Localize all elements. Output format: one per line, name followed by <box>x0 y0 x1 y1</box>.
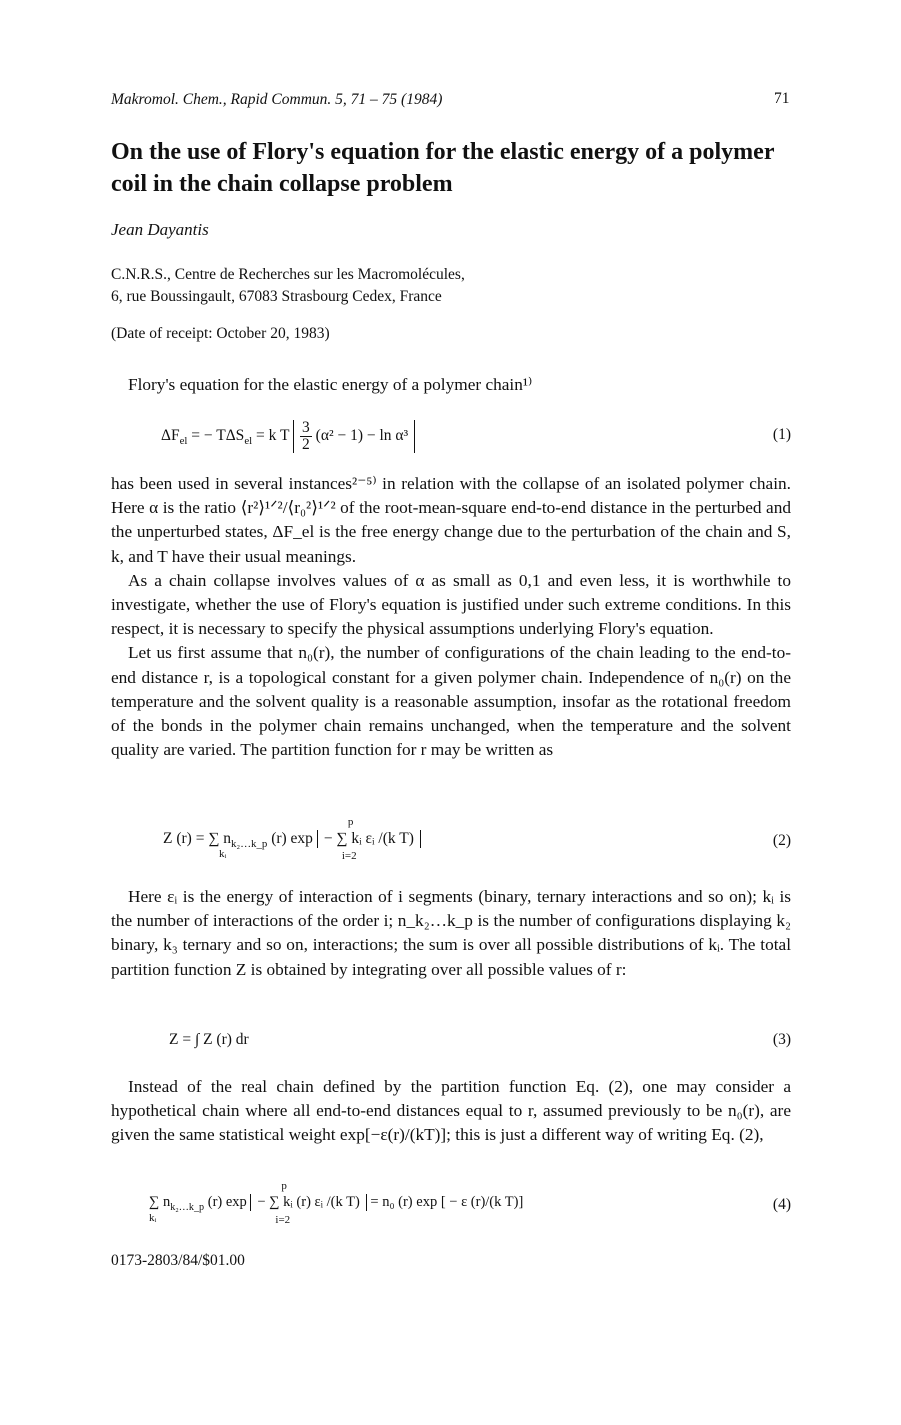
eq4-sum-top: p <box>281 1180 287 1193</box>
paragraph-3-text: As a chain collapse involves values of α as small as 0,1 and even less, it is worthwhile to investigate, whether the use of Flory's equation is justified under such extreme conditions. In this respect, it is necessary to specify the physical assumptions underlying Flory's equation. <box>111 570 791 639</box>
footer-code: 0173-2803/84/$01.00 <box>111 1252 245 1269</box>
equation-3 <box>111 1028 791 1056</box>
eq1-bracket-body: (α² − 1) − ln α³ <box>315 427 409 445</box>
affiliation-line-2: 6, rue Boussingault, 67083 Strasbourg Cedex, France <box>111 288 442 305</box>
eq2-index: kᵢ <box>219 848 227 860</box>
running-head: Makromol. Chem., Rapid Commun. 5, 71 – 75 (1984) <box>111 91 443 108</box>
eq1-frac-den: 2 <box>302 436 310 453</box>
eq2-bracket-body: − ∑ kᵢ εᵢ /(k T) <box>323 830 414 848</box>
eq4-after: (r) exp <box>207 1194 247 1210</box>
equation-3-number: (3) <box>772 1031 791 1048</box>
eq1-fraction <box>300 420 312 453</box>
eq1-rhs-pre: = k T <box>252 427 290 445</box>
receipt-date: (Date of receipt: October 20, 1983) <box>111 325 330 342</box>
eq2-bracket <box>317 816 421 863</box>
eq4-index: kᵢ <box>149 1212 157 1224</box>
equation-4-body <box>149 1180 524 1227</box>
eq2-after: (r) exp <box>271 830 313 847</box>
author-name: Jean Dayantis <box>111 220 209 239</box>
paragraph-6 <box>111 1075 791 1148</box>
eq4-bracket <box>250 1180 366 1227</box>
equation-2-body <box>163 816 421 863</box>
eq2-sub: k₂…k_p <box>231 838 268 851</box>
eq4-bracket-body: − ∑ kᵢ (r) εᵢ /(k T) <box>257 1194 360 1211</box>
eq4-sum-bottom: i=2 <box>275 1214 291 1227</box>
eq1-mid-sub: el <box>244 435 253 448</box>
paragraph-5-text: Here εᵢ is the energy of interaction of i segments (binary, ternary interactions and so on); kᵢ is the number of interactions of the order i; n_k₂…k_p is the number of configurations displaying k₂ binary, k₃ ternary and so on, interactions; the sum is over all possible distributions of kᵢ. The total partition function Z is obtained by integrating over all possible values of r: <box>111 887 791 979</box>
equation-1 <box>111 412 791 472</box>
paragraph-1 <box>111 373 791 397</box>
equation-2 <box>111 818 791 878</box>
equation-4-number: (4) <box>772 1196 791 1213</box>
eq2-sum-bottom: i=2 <box>341 850 357 863</box>
eq1-frac-num: 3 <box>302 419 310 436</box>
eq1-lhs: ΔF <box>161 427 180 445</box>
eq2-text: Z (r) = ∑ n <box>163 830 231 847</box>
paragraph-2-text: has been used in several instances²⁻⁵⁾ in relation with the collapse of an isolated polymer chain. Here α is the ratio ⟨r²⟩¹ᐟ²/⟨r₀²⟩¹ᐟ² of the root-mean-square end-to-end distance in the perturbed and the unperturbed states, ΔF_el is the free energy change due to the perturbation of the chain and S, k, and T have their usual meanings. <box>111 474 791 566</box>
eq4-sub: k₂…k_p <box>170 1201 205 1213</box>
equation-2-number: (2) <box>772 832 791 849</box>
affiliation-line-1: C.N.R.S., Centre de Recherches sur les Macromolécules, <box>111 266 465 283</box>
paragraph-6-text: Instead of the real chain defined by the partition function Eq. (2), one may consider a hypothetical chain where all end-to-end distances equal to r, assumed previously to be n₀(r), are given the same statistical weight exp[−ε(r)/(kT)]; this is just a different way of writing Eq. (2), <box>111 1077 791 1145</box>
affiliation <box>111 264 465 308</box>
paragraph-4-text: Let us first assume that n₀(r), the number of configurations of the chain leading to the end-to-end distance r, is a topological constant for a given polymer chain. Independence of n₀(r) on the temperature and the solvent quality is a reasonable assumption, insofar as the rotational freedom of the bonds in the polymer chain remains unchanged, when the temperature and the solvent quality are varied. The partition function for r may be written as <box>111 643 791 760</box>
page-number: 71 <box>774 90 790 107</box>
equation-3-body: Z = ∫ Z (r) dr <box>169 1031 249 1048</box>
eq1-bracket <box>293 420 415 453</box>
paragraph-2 <box>111 472 791 762</box>
paragraph-5 <box>111 885 791 982</box>
paragraph-1-text: Flory's equation for the elastic energy of a polymer chain¹⁾ <box>128 375 533 394</box>
equation-1-number: (1) <box>772 426 791 443</box>
equation-4 <box>111 1182 791 1242</box>
equation-1-body <box>161 420 415 453</box>
article-title: On the use of Flory's equation for the elastic energy of a polymer coil in the chain collapse problem <box>111 139 775 197</box>
eq1-mid: = − TΔS <box>187 427 245 445</box>
eq4-pre: ∑ n <box>149 1194 171 1210</box>
eq1-lhs-sub: el <box>179 435 188 448</box>
eq4-rhs: = n₀ (r) exp [ − ε (r)/(k T)] <box>370 1194 524 1210</box>
eq2-sum-top: p <box>347 816 354 829</box>
